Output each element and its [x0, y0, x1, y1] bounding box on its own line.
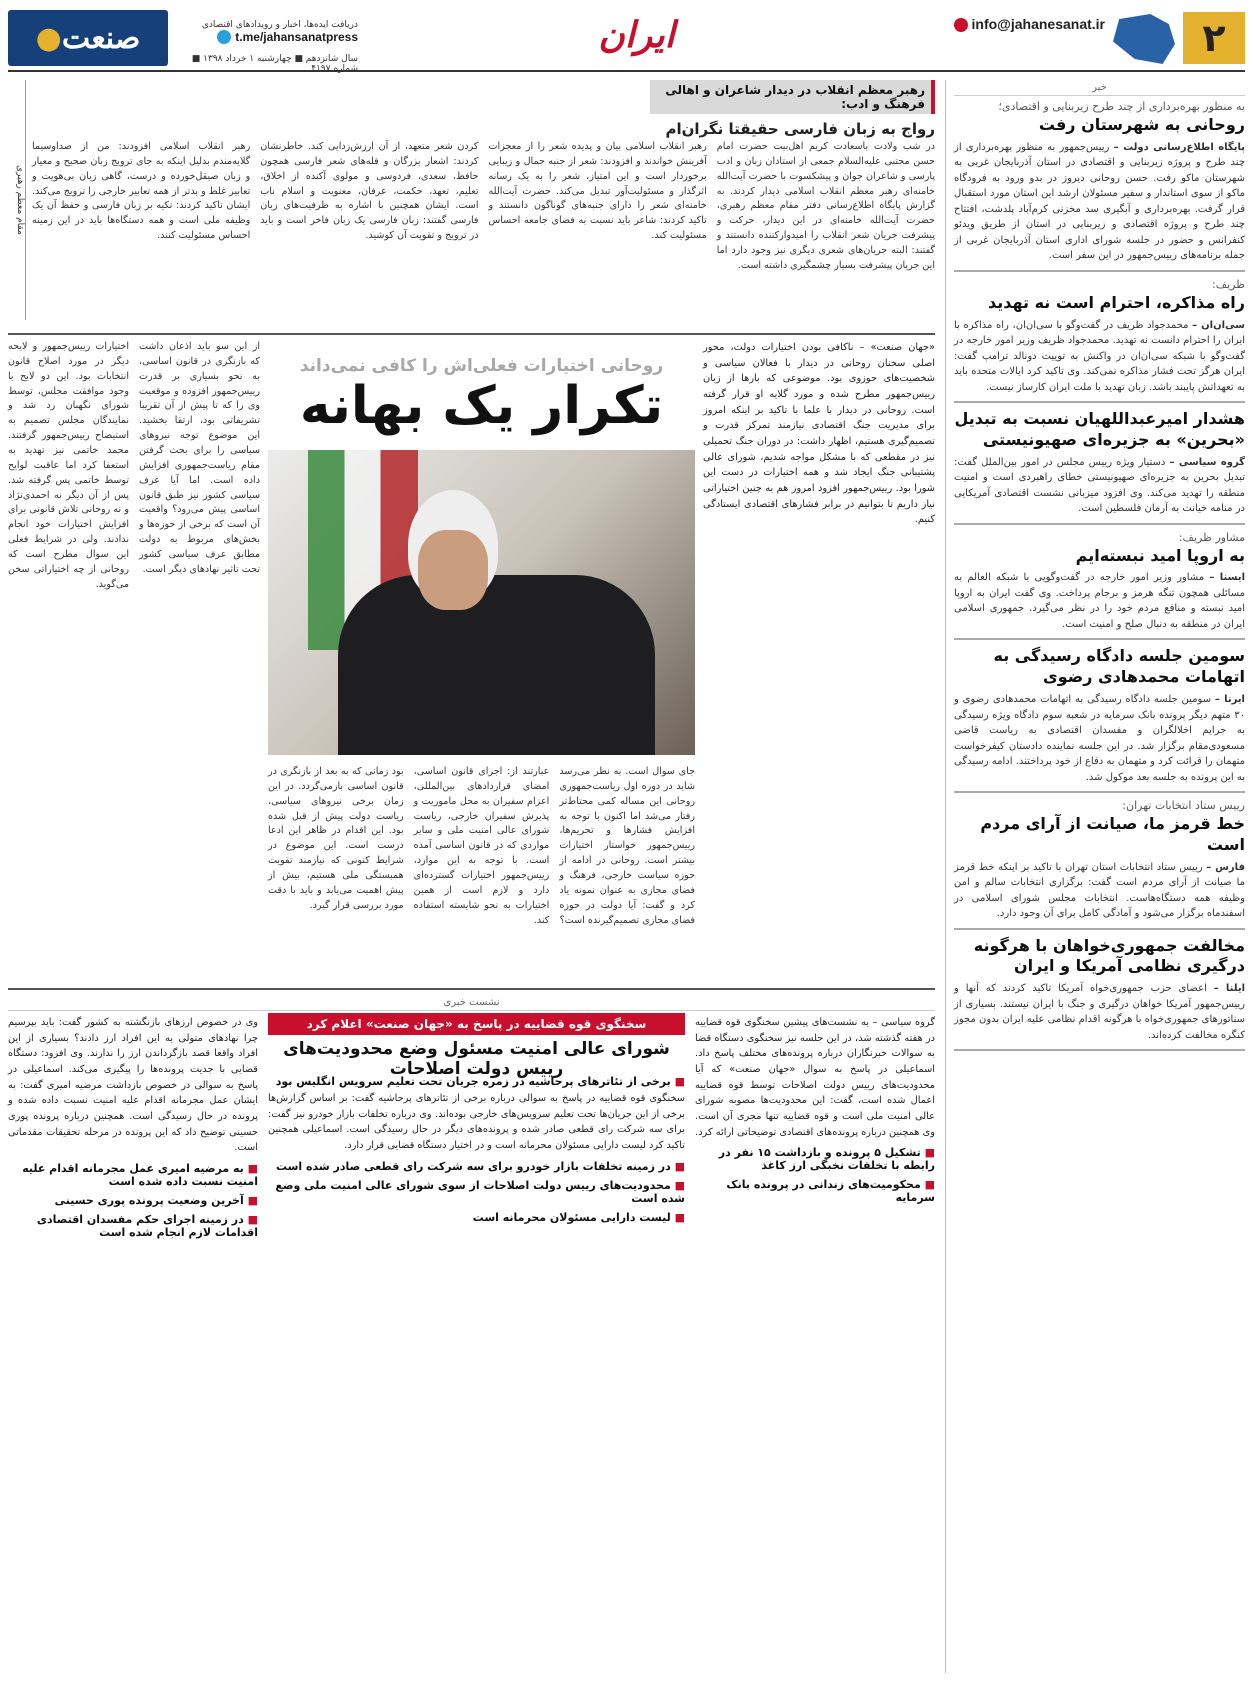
- column-tag: خبر: [954, 80, 1245, 96]
- bottom-paragraph: سخنگوی قوه قضاییه در پاسخ به سوالی درباره برخی از تئاترهای پرحاشیه گفت: بر اساس گزارش‌ها برخی از این جریان‌ها تحت تعلیم سرویس‌های خارجی بوده‌اند. وی درباره تخلفات بازار خودرو نیز گفت: برای سه شرکت رای قطعی صادر شده و پرونده‌های دیگر در حال رسیدگی است. اسماعیلی همچنین تاکید کرد لیست دارایی مسئولان محرمانه است و در اختیار دستگاه قضایی قرار دارد.: [268, 1093, 685, 1152]
- page-header: [8, 6, 1245, 72]
- culture-story: [8, 80, 935, 335]
- brief-title: خط قرمز ما، صیانت از آرای مردم است: [980, 814, 1245, 854]
- brief-text: رییس‌جمهور به منظور بهره‌برداری از چند طرح و پروژه زیربنایی و اقتصادی در استان آذربایجان غربی به شهرستان ماکو رفت. حسن روحانی دیروز در بدو ورود به فرودگاه ماکو از سوی استاندار و سفیر مسئولان ارشد این استان مورد استقبال قرار گرفت. بهره‌برداری و آبگیری سد مخزنی کرم‌آباد پلدشت، افتتاح چند طرح و پروژه اقتصادی و زیربنایی در استان از طریق ویدئو کنفرانس و حضور در جلسه شورای اداری استان آذربایجان غربی از جمله برنامه‌های رییس‌جمهور در این سفر است.: [954, 141, 1245, 262]
- brief-text: سومین جلسه دادگاه رسیدگی به اتهامات محمدهادی رضوی و ۳۰ متهم دیگر پرونده بانک سرمایه در شعبه سوم دادگاه ویژه رسیدگی به جرایم اخلالگران و مفسدان اقتصادی به ریاست قاضی مسعودی‌مقام برگزار شد. در این جلسه نماینده دادستان کیفرخواست متهمان را قرائت کرد و متهمان به دفاع از خود پرداختند. ادامه رسیدگی به این پرونده به جلسه بعد موکول شد.: [954, 694, 1245, 783]
- brief-title: مخالفت جمهوری‌خواهان با هرگونه درگیری نظامی آمریکا و ایران: [973, 935, 1245, 976]
- brief-body: [954, 692, 1245, 785]
- brief-lead: ایلنا –: [1213, 983, 1246, 995]
- culture-col: [260, 140, 478, 327]
- brief-body: [954, 318, 1245, 396]
- culture-paragraph: رهبر انقلاب اسلامی افزودند: من از صداوسیما گلایه‌مندم بدلیل اینکه به جای ترویج زبان صحیح و معیار و زبان صیقل‌خورده و درست، گاهی زبان بی‌هویت و تعابیر غلط و بدتر از همه تعابیر خارجی را ترویج می‌کند. ایشان تاکید کردند: تکیه بر زبان فارسی و حفظ آن یک وظیفه ملی است و همه دستگاه‌ها باید در این زمینه احساس مسئولیت کنند.: [32, 141, 251, 242]
- culture-title: رواج به زبان فارسی حقیقتا نگران‌ام: [665, 120, 935, 138]
- news-brief[interactable]: [954, 531, 1245, 641]
- subheading: ■ محدودیت‌های رییس دولت اصلاحات از سوی شورای عالی امنیت ملی وضع شده است: [268, 1179, 685, 1205]
- feature-paragraph: جای سوال است. به نظر می‌رسد شاید در دوره اول ریاست‌جمهوری روحانی این مساله کمی محتاط‌تر رفتار می‌شد اما اکنون با توجه به افزایش فشارها و تحریم‌ها، رییس‌جمهور خواستار اختیارات بیشتر است. روحانی در ادامه از حوزه سیاست خارجی، فرهنگ و فضای مجازی به عنوان نمونه یاد کرد و گفت: آیا دولت در حوزه فضای مجازی تصمیم‌گیرنده است؟: [559, 766, 695, 926]
- culture-paragraph: کردن شعر متعهد، از آن ارزش‌زدایی کند. خاطرنشان کردند: اشعار بزرگان و قله‌های شعر فارسی همچون حافظ، سعدی، فردوسی و مولوی آکنده از اخلاق، تعلیم، تعهد، حکمت، عرفان، معنویت و اسلام ناب است. ایشان همچنین با اشاره به ظرفیت‌های زبان فارسی گفتند: زبان فارسی یک زبان فاخر است و باید در ترویج و تقویت آن کوشید.: [260, 141, 479, 242]
- brief-lead: فارس –: [1206, 861, 1245, 873]
- figure-face: [418, 530, 488, 610]
- section-title: ایران: [598, 14, 675, 56]
- bottom-right-column: [695, 1015, 935, 1673]
- logo-text: صنعت: [61, 20, 141, 56]
- culture-col: [32, 140, 250, 327]
- feature-story: [8, 340, 935, 990]
- brief-title: روحانی به شهرستان رفت: [1038, 115, 1245, 134]
- judiciary-strap: سخنگوی قوه قضاییه در پاسخ به «جهان صنعت» اعلام کرد: [268, 1013, 685, 1035]
- feature-left-columns: [8, 340, 260, 980]
- subheading: ■ در زمینه اجرای حکم مفسدان اقتصادی اقدامات لازم انجام شده است: [8, 1213, 258, 1239]
- brief-body: [954, 860, 1245, 922]
- figure-robe: [338, 575, 655, 755]
- bottom-paragraph: وی در خصوص ارزهای بازنگشته به کشور گفت: باید بپرسیم چرا نهادهای متولی به این افراد ارز دادند؟ بسیاری از این افراد واقعا قصد بازگرداندن ارز را ندارند. وی افزود: دستگاه قضایی با جدیت پرونده‌ها را پیگیری می‌کند. اسماعیلی در پاسخ به سوالی در خصوص بازداشت مرضیه امیری گفت: به ایشان عمل مجرمانه اقدام علیه امنیت نسبت داده شده و پرونده در حال رسیدگی است. همچنین درباره پرونده پوری حسینی توضیح داد که این پرونده در مرحله تحقیقات مقدماتی است.: [8, 1017, 258, 1154]
- culture-col: [489, 140, 707, 327]
- feature-col: [414, 765, 550, 980]
- news-brief[interactable]: [954, 646, 1245, 793]
- telegram-description: دریافت ایده‌ها، اخبار و رویدادهای اقتصادی: [201, 20, 358, 30]
- news-brief[interactable]: [954, 799, 1245, 930]
- brief-body: [954, 455, 1245, 517]
- brief-title: سومین جلسه دادگاه رسیدگی به اتهامات محمدهادی رضوی: [993, 646, 1245, 687]
- judiciary-title: شورای عالی امنیت مسئول وضع محدودیت‌های رییس دولت اصلاحات: [283, 1039, 670, 1079]
- feature-paragraph: از این سو باید اذعان داشت که بازنگری در قانون اساسی، به نحو بسیاری بر قدرت رییس‌جمهور افزوده و موقعیت وی را که تا پیش از آن تقریبا تشریفاتی بود، ارتقا بخشید. این موضوع توجه نیروهای سیاسی را برای بحث گرفتن مقام ریاست‌جمهوری افزایش داده است. اما آیا عرف سیاسی کشور نیز طبق قانون اساسی پیش می‌رود؟ واقعیت آن است که برخی از حوزه‌ها و بخش‌های مربوط به دولت مطابق عرف سیاسی کشور تحت تاثیر نهادهای دیگر است.: [139, 341, 260, 575]
- brief-lead: گروه سیاسی –: [1169, 456, 1245, 468]
- feature-lead-column: [703, 340, 935, 980]
- feature-col: [139, 340, 260, 980]
- culture-columns: [32, 140, 935, 327]
- brief-text: رییس ستاد انتخابات استان تهران با تاکید بر اینکه خط قرمز ما صیانت از آرای مردم است گفت: برگزاری انتخابات سالم و امن وظیفه همه دستگاه‌هاست. انتخابات مجلس شورای اسلامی در اسفندماه برگزار می‌شود و آمادگی کامل برای آن وجود دارد.: [954, 861, 1245, 920]
- news-brief[interactable]: [954, 409, 1245, 525]
- brief-text: محمدجواد ظریف در گفت‌وگو با سی‌ان‌ان، راه مذاکره با ایران را احترام دانست نه تهدید. محمدجواد ظریف وزیر امور خارجه در گفت‌وگو با شبکه سی‌ان‌ان در واکنش به توییت دونالد ترامپ گفت: ایران هرگز تحت فشار مذاکره نمی‌کند. وی تاکید کرد ایالات متحده باید به تعهداتش پایبند باشد. زبان تهدید با ملت ایران کارساز نیست.: [954, 319, 1245, 393]
- subheading: ■ برخی از تئاترهای پرحاشیه در زمره جریان تحت تعلیم سرویس انگلیس بود: [268, 1075, 685, 1088]
- culture-strap: رهبر معظم انقلاب در دیدار شاعران و اهالی فرهنگ و ادب:: [650, 80, 935, 114]
- culture-headline-block: [650, 80, 935, 142]
- side-label: مقام معظم رهبری: [8, 80, 26, 320]
- feature-col: [8, 340, 129, 980]
- brief-text: دستیار ویژه رییس مجلس در امور بین‌الملل گفت: تبدیل بحرین به جزیره‌ای صهیونیستی خطای راهبردی است و امنیت منطقه را تهدید می‌کند. وی افزود میزبانی نشست اقتصادی آمریکایی در منامه خیانت به آرمان فلسطین است.: [954, 456, 1245, 515]
- brief-body: [954, 981, 1245, 1043]
- page-number: ۲: [1183, 12, 1245, 64]
- brief-lead: پایگاه اطلاع‌رسانی دولت –: [1113, 141, 1245, 153]
- brief-text: اعضای حزب جمهوری‌خواه آمریکا تاکید کردند که آنها و رییس‌جمهور آمریکا خواهان درگیری و جنگ با ایران نیستند. بسیاری از سناتورهای جمهوری‌خواه با هرگونه اقدام نظامی علیه ایران بدون مجوز کنگره مخالفت کرده‌اند.: [954, 983, 1245, 1041]
- brief-kicker: ظریف:: [1212, 277, 1245, 291]
- feature-under-columns: [268, 765, 695, 980]
- feature-paragraph: عبارتند از: اجرای قانون اساسی، امضای قراردادهای بین‌المللی، اعزام سفیران به محل ماموریت و پذیرش سفیران خارجی، ریاست شورای عالی امنیت ملی و سایر مواردی که در قانون اساسی آمده است. با توجه به این موارد، رییس‌جمهور اختیارات گسترده‌ای دارد و لازم است از همین اختیارات به نحو شایسته استفاده کند.: [413, 766, 550, 926]
- feature-title: تکرار یک بهانه: [299, 376, 664, 436]
- subheading: ■ تشکیل ۵ پرونده و بازداشت ۱۵ نفر در رابطه با تخلفات نخبگی ارز کاغذ: [695, 1146, 935, 1172]
- telegram-icon: [217, 30, 231, 44]
- news-brief[interactable]: [954, 278, 1245, 403]
- brief-title: راه مذاکره، احترام است نه تهدید: [987, 292, 1245, 312]
- brief-kicker: مشاور ظریف:: [1178, 530, 1245, 544]
- telegram-link-text: t.me/jahansanatpress: [235, 30, 358, 44]
- culture-col: [717, 140, 935, 327]
- feature-lead-text: «جهان صنعت» – ناکافی بودن اختیارات دولت، محور اصلی سخنان روحانی در دیدار با فعالان سیاسی و شخصیت‌های حوزوی بود. موضوعی که بارها از زبان رییس‌جمهور مطرح شده و مورد گلایه او قرار گرفته است. روحانی در دیدار با علما با تاکید بر اینکه امروز برای مدیریت جنگ اقتصادی نیازمند تمرکز قدرت و تصمیم‌گیری هستیم، اظهار داشت: در دوران جنگ تحمیلی نیز در مقطعی که با مشکل مواجه شدیم، شورای عالی پشتیبانی جنگ ایجاد شد و همه اختیارات در دست این شورا بود. رییس‌جمهور افزود امروز هم به چنین اختیاراتی نیاز داریم تا بتوانیم در برابر فشارهای اقتصادی ایستادگی کنیم.: [703, 342, 935, 526]
- brief-kicker: به منظور بهره‌برداری از چند طرح زیربنایی و اقتصادی؛: [998, 100, 1245, 113]
- newspaper-logo: صنعت ●: [8, 10, 168, 66]
- telegram-link[interactable]: [188, 30, 358, 44]
- rouhani-photo: [268, 450, 695, 755]
- brief-kicker: رییس ستاد انتخابات تهران:: [1122, 799, 1245, 813]
- bottom-paragraph: گروه سیاسی – به نشست‌های پیشین سخنگوی قوه قضاییه در هفته گذشته شد، در این جلسه نیز سخنگوی دستگاه قضا به سوالات خبرنگاران درباره پرونده‌های مختلف پاسخ داد. اسماعیلی در پاسخ به سوال «جهان صنعت» که آیا محدودیت‌های رییس دولت اصلاحات توسط قوه قضاییه اعمال شده است، گفت: این محدودیت‌ها مصوبه شورای عالی امنیت ملی است و قوه قضاییه تنها مجری آن است. وی همچنین درباره پرونده‌های اقتصادی توضیحاتی ارائه کرد.: [695, 1017, 935, 1138]
- brief-body: [954, 140, 1245, 264]
- brief-title: به اروپا امید نبسته‌ایم: [1075, 545, 1245, 565]
- feature-col: [268, 765, 404, 980]
- subheading: ■ لیست دارایی مسئولان محرمانه است: [268, 1211, 685, 1224]
- brief-body: [954, 570, 1245, 632]
- feature-col: [559, 765, 695, 980]
- bottom-left-column: [8, 1015, 258, 1673]
- judiciary-press-conference: [8, 995, 935, 1673]
- issue-info: سال شانزدهم ■ چهارشنبه ۱ خرداد ۱۳۹۸ ■ شماره ۴۱۹۷: [191, 54, 358, 74]
- news-briefs-column: [945, 80, 1245, 1673]
- brief-lead: ایسنا –: [1209, 572, 1245, 584]
- subheading: ■ در زمینه تخلفات بازار خودرو برای سه شرکت رای قطعی صادر شده است: [268, 1160, 685, 1173]
- email-contact[interactable]: [954, 16, 1105, 32]
- brief-title: هشدار امیرعبداللهیان نسبت به تبدیل «بحرین» به جزیره‌ای صهیونیستی: [954, 409, 1245, 449]
- news-brief[interactable]: [954, 100, 1245, 272]
- culture-paragraph: رهبر انقلاب اسلامی بیان و پدیده شعر را از معجزات آفرینش خواندند و افزودند: شعر از جنبه جمال و زیبایی برخوردار است و این امتیاز، شعر را به یک رسانه اثرگذار و مسئولیت‌آور تبدیل می‌کند. حضرت آیت‌الله خامنه‌ای شعر را دارای جنبه‌های گوناگون دانستند و تاکید کردند: شاعر باید نسبت به فضای جامعه احساس مسئولیت کند.: [488, 141, 707, 242]
- bottom-tag: نشست خبری: [8, 995, 935, 1011]
- feature-paragraph: بود زمانی که به بعد از بازنگری در قانون اساسی بازمی‌گردد. در این زمان برخی نیروهای سیاسی، ریاست دولت پیش از قبل شده بود. این اقدام در ظاهر این ادعا درست است. این موضوع در شرایط کنونی که نیازمند تقویت همبستگی ملی هستیم، بیش از پیش اهمیت می‌یابد و باید با دقت مورد بررسی قرار گیرد.: [267, 766, 404, 911]
- feature-kicker: روحانی اختیارات فعلی‌اش را کافی نمی‌داند: [299, 356, 664, 376]
- bottom-middle-column: [268, 1069, 685, 1673]
- subheading: ■ به مرضیه امیری عمل مجرمانه اقدام علیه امنیت نسبت داده شده است: [8, 1162, 258, 1188]
- email-text: info@jahanesanat.ir: [971, 16, 1105, 32]
- brief-lead: ایرنا –: [1214, 694, 1245, 706]
- subheading: ■ آخرین وضعیت پرونده پوری حسینی: [8, 1194, 258, 1207]
- feature-paragraph: اختیارات رییس‌جمهور و لایحه دیگر در مورد اصلاح قانون انتخابات بود. این دو لایح با وجود موافقت مجلس، توسط شورای نگهبان رد شد و نمایندگان مجلس تصمیم به استیضاح رییس‌جمهور گرفتند. محمد خاتمی نیز تهدید به استعفا کرد اما عاقبت لوایح توسط خاتمی پس گرفته شد. پس از آن دیگر نه احمدی‌نژاد و نه روحانی تلاش قانونی برای افزایش اختیارات خود انجام ندادند. ولی در شرایط فعلی این سوال مطرح است که روحانی از چه اختیاراتی سخن می‌گوید.: [8, 341, 129, 590]
- brief-lead: سی‌ان‌ان –: [1192, 319, 1246, 331]
- telegram-block: [188, 20, 358, 44]
- iran-map-icon: [1113, 14, 1175, 64]
- culture-paragraph: در شب ولادت باسعادت کریم اهل‌بیت حضرت امام حسن مجتبی علیه‌السلام جمعی از استادان زبان و ادب پارسی و شاعران جوان و پیشکسوت با حضرت آیت‌الله خامنه‌ای رهبر معظم انقلاب اسلامی دیدار کردند. به گزارش پایگاه اطلاع‌رسانی دفتر مقام معظم رهبری، حضرت آیت‌الله خامنه‌ای در این دیدار، حرکت و پیشرفت جریان شعر انقلاب را امیدوارکننده دانستند و گفتند: البته جریان‌های شعری دیگری نیز وجود دارد اما این جریان پیشرفت بسیار چشمگیری داشته است.: [716, 141, 935, 271]
- email-icon: [954, 18, 968, 32]
- subheading: ■ محکومیت‌های زندانی در پرونده بانک سرمایه: [695, 1178, 935, 1204]
- news-brief[interactable]: [954, 936, 1245, 1052]
- brief-text: مشاور وزیر امور خارجه در گفت‌وگویی با شبکه العالم به مسائلی همچون تنگه هرمز و برجام پرداخت. وی گفت ایران به اروپا امید نبسته و منافع مردم خود را در نظر می‌گیرد. جمهوری اسلامی ایران در منطقه به دنبال صلح و امنیت است.: [954, 572, 1245, 630]
